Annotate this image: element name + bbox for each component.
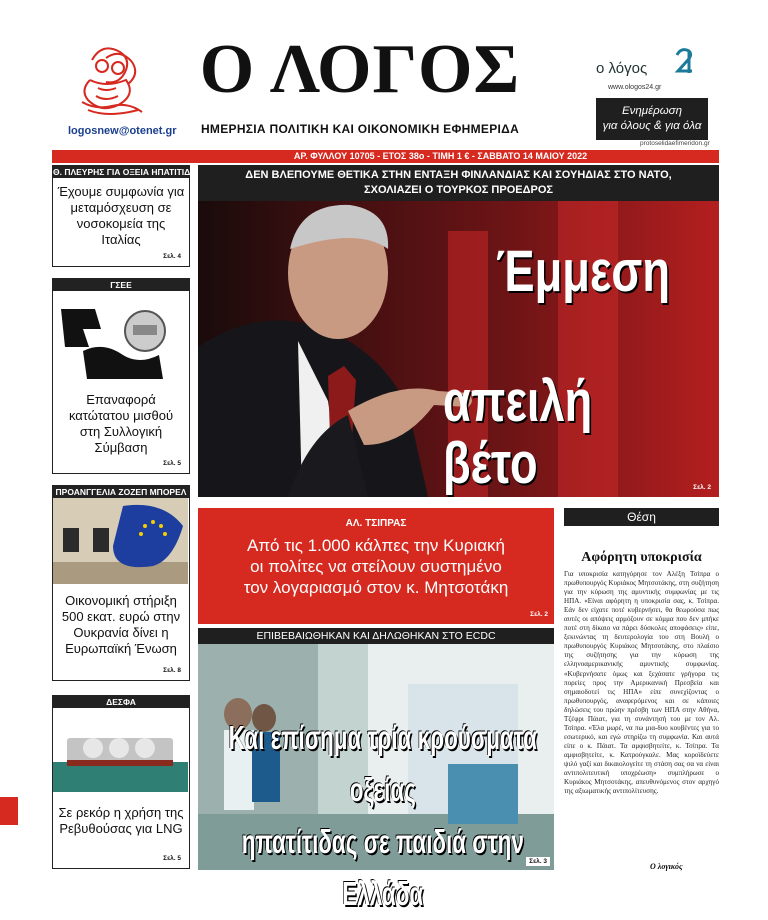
sidebar-story-1-head: Θ. ΠΛΕΥΡΗΣ ΓΙΑ ΟΞΕΙΑ ΗΠΑΤΙΤΙΔΑ (53, 167, 197, 177)
sidebar-story-3-page: Σελ. 8 (163, 667, 181, 674)
lead-headline-line-2: απειλή βέτο (443, 369, 593, 496)
logo24-mark-icon (674, 47, 696, 77)
newspaper-title: Ο ΛΟΓΟΣ (199, 31, 521, 108)
edge-red-marker (0, 797, 18, 825)
sidebar-story-2-head: ΓΣΕΕ (53, 279, 189, 291)
lead-story-photo[interactable] (198, 201, 719, 497)
opinion-signature: Ο λογικός (650, 862, 683, 871)
ecdc-kicker: ΕΠΙΒΕΒΑΙΩΘΗΚΑΝ ΚΑΙ ΔΗΛΩΘΗΚΑΝ ΣΤΟ ECDC (198, 628, 554, 644)
lng-terminal-photo (53, 708, 188, 792)
opinion-title[interactable]: Αφόρητη υποκρισία (581, 550, 702, 565)
source-site: protoselidaefimeridon.gr (640, 140, 710, 147)
newspaper-subtitle: ΗΜΕΡΗΣΙΑ ΠΟΛΙΤΙΚΗ ΚΑΙ ΟΙΚΟΝΟΜΙΚΗ ΕΦΗΜΕΡΙΔΑ (200, 122, 520, 136)
sidebar-story-3[interactable] (52, 485, 190, 681)
sidebar-story-1[interactable] (52, 165, 197, 267)
sidebar-story-4[interactable] (52, 695, 190, 869)
lead-headline-line-1: Έμμεση (496, 239, 671, 304)
lead-story-kicker (198, 165, 719, 201)
hepatitis-headline-line-1: Και επίσημα τρία κρούσματα οξείας (228, 719, 537, 808)
lead-page-ref: Σελ. 2 (693, 484, 711, 491)
lead-kicker-line-1: ΔΕΝ ΒΛΕΠΟΥΜΕ ΘΕΤΙΚΑ ΣΤΗΝ ΕΝΤΑΞΗ ΦΙΝΛΑΝΔΙΑΣ ΚΑΙ ΣΟΥΗΔΙΑΣ ΣΤΟ ΝΑΤΟ, (245, 169, 672, 181)
tsipras-line-3: τον λογαριασμό στον κ. Μητσοτάκη (243, 578, 509, 597)
hepatitis-headline-line-2: ηπατίτιδας σε παιδιά στην Ελλάδα (241, 823, 524, 912)
sidebar-story-2[interactable] (52, 278, 190, 474)
logo24-name: ο λόγος (596, 60, 648, 77)
sidebar-story-2-text: Επαναφορά κατώτατου μισθού στη Συλλογική Σύμβαση (68, 392, 174, 455)
sidebar-story-2-page: Σελ. 5 (163, 460, 181, 467)
sidebar-story-3-head: ΠΡΟΑΝΓΓΕΛΙΑ ΖΟΖΕΠ ΜΠΟΡΕΛ (53, 486, 189, 498)
sidebar-story-3-text: Οικονομική στήριξη 500 εκατ. ευρώ στην Ουκρανία δίνει η Ευρωπαϊκή Ένωση (61, 593, 181, 656)
tsipras-story[interactable] (198, 508, 554, 624)
newspaper-emblem (62, 40, 162, 122)
hepatitis-story-photo[interactable] (198, 644, 554, 912)
tagline-line-1: Ενημέρωση (621, 105, 683, 117)
tsipras-kicker: ΑΛ. ΤΣΙΠΡΑΣ (345, 518, 407, 529)
hepatitis-headline (206, 712, 560, 920)
sidebar-story-4-page: Σελ. 5 (163, 855, 181, 862)
tagline-line-2: για όλους & για όλα (602, 120, 702, 132)
tagline-box (596, 98, 708, 140)
sidebar-story-4-head: ΔΕΣΦΑ (53, 696, 189, 708)
tsipras-page-ref: Σελ. 2 (530, 611, 548, 618)
sidebar-story-4-text: Σε ρεκόρ η χρήση της Ρεβυθούσας για LNG (58, 805, 184, 836)
contact-email[interactable]: logosnew@otenet.gr (68, 125, 177, 137)
sidebar-story-1-text: Έχουμε συμφωνία για μεταμόσχευση σε νοσοκομεία της Ιταλίας (57, 184, 185, 247)
opinion-body: Για υποκρισία κατηγόρησε τον Αλέξη Τσίπρα ο πρωθυπουργός Κυριάκος Μητσοτάκης, στη συζήτηση για την κύρωση της αμυντικής συμφωνίας με τις ΗΠΑ. «Είναι αφόρητη η υποκρισία σας, κ. Τσίπρα. Εάν δεν είχατε ποτέ κυβερνήσει, θα θεωρούσα πως αυτές οι απόψεις αρμόζουν σε κόμμα που δεν μπήκε ποτέ στη δίκαιο να πάρει δύσκολες αποφάσεις» είπε, ξεκινώντας τη δευτερολογία του στη Βουλή ο πρωθυπουργός Κυριάκος Μητσοτάκης, στο πλαίσιο της συζήτησης για την κύρωση της ελληνοαμερικανικής αμυντικής συμφωνίας. «Κυβερνήσατε όμως και ξεχάσατε γρήγορα τις πορείες προς την Αμερικανική Πρεσβεία και σημαιοδοτεί τις ΗΠΑ» είπε συνεχίζοντας ο πρωθυπουργός, αναφερόμενος και σε κάποιες δηλώσεις του πρώην πρέσβη των ΗΠΑ στην Αθήνα, Τζέφρι Πάιατ, για τη συνάντησή του με τον Αλ. Τσίπρα. «Έλα μωρέ, να πω μια-δυο κουβέντες για το εσωτερικό, και εγώ στηρίζω τη συμφωνία. Και αυτά είπε ο κ. Πάιατ. Τα αμφισβητείτε, κ. Τσίπρα. Τα αμφισβητείτε, κ. Κατρούγκαλε. Μας κοροϊδεύετε ψιλό γαζί και δικαιολογείτε τη στάση σας σα να είναι αντιπολιτευτική υποχρέωση» συμπλήρωσε ο Κυριάκος Μητσοτάκης, απευθυνόμενος στον αρχηγό της αξιωματικής αντιπολίτευσης. (564, 570, 719, 796)
logo24-url[interactable]: www.ologos24.gr (608, 84, 662, 91)
lead-kicker-line-2: ΣΧΟΛΙΑΖΕΙ Ο ΤΟΥΡΚΟΣ ΠΡΟΕΔΡΟΣ (364, 184, 553, 196)
eu-building-photo (53, 498, 188, 584)
issue-bar: ΑΡ. ΦΥΛΛΟΥ 10705 - ΕΤΟΣ 38ο - ΤΙΜΗ 1 € - ΣΑΒΒΑΤΟ 14 ΜΑΙΟΥ 2022 (52, 150, 719, 163)
tsipras-line-1: Από τις 1.000 κάλπες την Κυριακή (246, 536, 506, 555)
tsipras-line-2: οι πολίτες να στείλουν συστημένο (250, 557, 502, 576)
gsee-photo (53, 291, 188, 383)
hepatitis-page-ref: Σελ. 3 (526, 857, 550, 866)
opinion-column-head: Θέση (564, 508, 719, 526)
sidebar-story-1-page: Σελ. 4 (163, 253, 181, 260)
